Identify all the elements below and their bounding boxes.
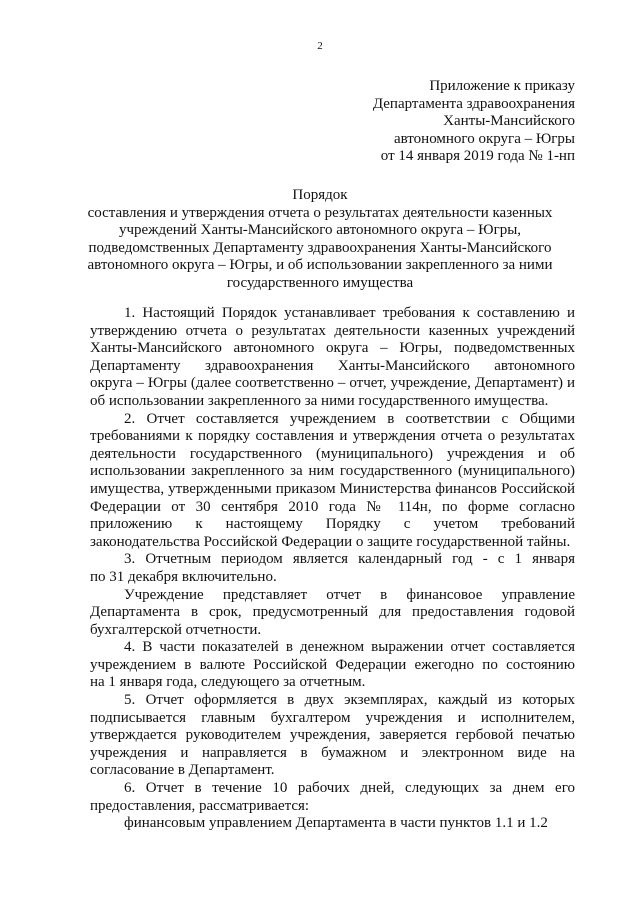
paragraph-line: по 31 декабря включительно. bbox=[90, 568, 277, 585]
paragraph-line: Учреждение представляет отчет в финансовое управление bbox=[124, 586, 575, 603]
paragraph-line: округа – Югры (далее соответственно – отчет, учреждение, Департамент) и bbox=[90, 375, 575, 392]
paragraph-line: 1. Настоящий Порядок устанавливает требования к составлению и bbox=[124, 305, 575, 321]
paragraph bbox=[90, 551, 575, 586]
paragraph-line: подписывается главным бухгалтером учреждения и исполнителем, bbox=[90, 709, 575, 726]
paragraph-line: использовании закрепленного за ним государственного (муниципального) bbox=[90, 463, 575, 480]
paragraph-line: бухгалтерской отчетности. bbox=[90, 621, 262, 638]
paragraph-line: Федерации от 30 сентября 2010 года № 114н, по форме согласно bbox=[90, 498, 575, 515]
paragraph bbox=[90, 815, 575, 833]
heading-line: подведомственных Департаменту здравоохранения Ханты-Мансийского bbox=[88, 239, 552, 256]
paragraph bbox=[90, 587, 575, 640]
paragraph bbox=[90, 639, 575, 692]
paragraph-line: учреждения и направляется в бумажном и электронном виде на bbox=[90, 744, 575, 761]
paragraph bbox=[90, 411, 575, 552]
paragraph-line: Департаменту здравоохранения Ханты-Мансийского автономного bbox=[90, 357, 575, 374]
paragraph-line: утверждается руководителем учреждения, заверяется гербовой печатью bbox=[90, 727, 575, 744]
appendix-line: Ханты-Мансийского bbox=[443, 113, 575, 129]
paragraph-line: 3. Отчетным периодом является календарный год - с 1 января bbox=[124, 551, 575, 568]
heading-line: учреждений Ханты-Мансийского автономного округа – Югры, bbox=[118, 222, 522, 238]
paragraph-line: требованиями к порядку составления и утверждения отчета о результатах bbox=[90, 428, 575, 445]
document-body bbox=[90, 305, 575, 833]
paragraph-line: 2. Отчет составляется учреждением в соответствии с Общими bbox=[124, 410, 575, 427]
paragraph-line: законодательства Российской Федерации о защите государственной тайны. bbox=[90, 533, 571, 550]
paragraph-line: учреждением в валюте Российской Федерации ежегодно по состоянию bbox=[90, 656, 575, 673]
document-title: Порядок bbox=[292, 187, 348, 203]
paragraph-line: имущества, утвержденными приказом Министерства финансов Российской bbox=[90, 480, 575, 497]
paragraph-line: утверждению отчета о результатах деятельности казенных учреждений bbox=[90, 322, 575, 339]
paragraph-line: согласование в Департамент. bbox=[90, 762, 275, 779]
appendix-line: автономного округа – Югры bbox=[393, 130, 575, 147]
heading-line: государственного имущества bbox=[226, 274, 414, 291]
page-number: 2 bbox=[317, 40, 323, 52]
paragraph-line: 6. Отчет в течение 10 рабочих дней, следующих за днем его bbox=[124, 780, 575, 797]
paragraph-line: Ханты-Мансийского автономного округа – Югры, подведомственных bbox=[90, 340, 575, 357]
heading-line: автономного округа – Югры, и об использовании закрепленного за ними bbox=[87, 257, 553, 273]
paragraph bbox=[90, 692, 575, 780]
document-heading bbox=[60, 187, 580, 292]
paragraph-line: предоставления, рассматривается: bbox=[90, 797, 310, 814]
paragraph-line: 4. В части показателей в денежном выражении отчет составляется bbox=[124, 639, 575, 656]
appendix-line: от 14 января 2019 года № 1-нп bbox=[380, 148, 575, 164]
paragraph-line: приложению к настоящему Порядку с учетом требований bbox=[90, 516, 575, 533]
paragraph-line: Департамента в срок, предусмотренный для предоставления годовой bbox=[90, 604, 575, 621]
paragraph bbox=[90, 305, 575, 411]
paragraph-line: об использовании закрепленного за ними государственного имущества. bbox=[90, 392, 549, 409]
appendix-line: Приложение к приказу bbox=[429, 78, 575, 94]
heading-line: составления и утверждения отчета о результатах деятельности казенных bbox=[87, 204, 553, 221]
appendix-line: Департамента здравоохранения bbox=[372, 95, 575, 112]
appendix-reference bbox=[330, 78, 575, 166]
paragraph-line: деятельности государственного (муниципального) учреждения и об bbox=[90, 445, 575, 462]
paragraph-line: на 1 января года, следующего за отчетным. bbox=[90, 674, 366, 691]
paragraph-line: финансовым управлением Департамента в части пунктов 1.1 и 1.2 bbox=[124, 815, 548, 832]
paragraph-line: 5. Отчет оформляется в двух экземплярах, каждый из которых bbox=[124, 692, 575, 709]
paragraph bbox=[90, 780, 575, 815]
